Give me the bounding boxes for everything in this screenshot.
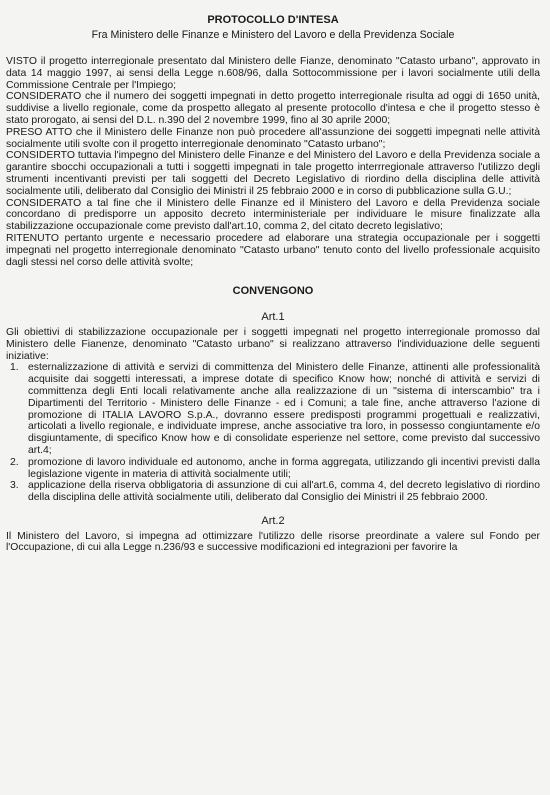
- premise-keyword: CONSIDERATO: [6, 91, 82, 103]
- premises-section: [6, 56, 540, 268]
- premise-text: pertanto urgente e necessario procedere ad elaborare una strategia occupazionale per i soggetti impegnati nel progetto interregionale denominato "Catasto urbano" tenuto conto del livello professionale acquisito dagli stessi nel corso delle attività svolte;: [6, 232, 540, 268]
- premise-text: il progetto interregionale presentato dal Ministero delle Fianze, denominato "Catasto urbano", approvato in data 14 maggio 1997, ai sensi della Legge n.608/96, dalla Sottocommissione per i lavori socialmente utili della Commissione Centrale per l'Impiego;: [6, 56, 540, 91]
- premise-text: che il Ministero delle Finanze non può procedere all'assunzione dei soggetti impegnati nelle attività socialmente utili svolte con il progetto interregionale denominato "Catasto urbano";: [6, 126, 541, 150]
- premise-paragraph: [6, 150, 540, 197]
- article-intro: Gli obiettivi di stabilizzazione occupazionale per i soggetti impegnati nel progetto interregionale promosso dal Ministero delle Fianenze, denominato "Catasto urbano" si realizzano attraverso l'individuazione delle seguenti iniziative:: [6, 326, 540, 362]
- premise-paragraph: [6, 127, 540, 151]
- premise-keyword: PRESO ATTO: [6, 126, 73, 138]
- premise-paragraph: [6, 91, 540, 126]
- premise-keyword: VISTO: [6, 56, 37, 67]
- premise-paragraph: [6, 198, 540, 233]
- list-item: [6, 457, 540, 481]
- article-1: [6, 312, 540, 504]
- document-title: PROTOCOLLO D'INTESA: [207, 14, 339, 26]
- article-body: Il Ministero del Lavoro, si impegna ad ottimizzare l'utilizzo delle risorse preordinate a valere sul Fondo per l'Occupazione, di cui alla Legge n.236/93 e successive modificazioni ed integrazioni per favorire la: [6, 530, 540, 554]
- premise-keyword: CONSIDERTO: [6, 150, 75, 162]
- premise-text: a tal fine che il Ministero delle Finanze ed il Ministero del Lavoro e della Previdenza sociale concordano di predisporre un apposito decreto interministeriale per individuare le misure finalizzate alla stabilizzazione occupazionale come previsto dall'art.10, comma 2, del citato decreto legislativo;: [6, 197, 540, 233]
- item-number: 3.: [10, 480, 19, 492]
- list-item: [6, 362, 540, 456]
- premise-keyword: RITENUTO: [6, 232, 59, 244]
- item-text: esternalizzazione di attività e servizi di committenza del Ministero delle Finanze, attinenti alle professionalità acquisite dai soggetti interessati, a imprese dotate di specifico Know how; nonché di attività e servizi di committenza degli Enti locali relativamente anche alla realizzazione di un "sistema di interscambio" tra i Dipartimenti del Territorio - Ministero delle Finanze - ed i Comuni; a tale fine, anche attraverso l'azione di promozione di ITALIA LAVORO S.p.A., dovranno essere predisposti programmi progettuali e realizzativi, articolati a livello regionale, e individuate imprese, anche associative tra loro, in possesso congiuntamente e/o disgiuntamente, di specifico Know how e di consolidate esperienze nel settore, come previsto dal successivo art.4;: [28, 362, 540, 456]
- premise-text: che il numero dei soggetti impegnati in detto progetto interregionale risulta ad oggi di 1650 unità, suddivise a livello regionale, come da prospetto allegato al presente protocollo d'intesa e che il progetto stesso è stato prorogato, ai sensi del D.L. n.390 del 2 novembre 1999, fino al 30 aprile 2000;: [6, 91, 540, 126]
- document-subtitle: Fra Ministero delle Finanze e Ministero del Lavoro e della Previdenza Sociale: [91, 29, 455, 41]
- premise-keyword: CONSIDERATO: [6, 197, 82, 209]
- list-item: [6, 480, 540, 504]
- article-heading: Art.2: [261, 514, 285, 527]
- article-2: [6, 516, 540, 554]
- item-number: 1.: [10, 362, 19, 374]
- item-text: promozione di lavoro individuale ed autonomo, anche in forma aggregata, utilizzando gli incentivi previsti dalla legislazione vigente in materia di attività socialmente utili;: [28, 456, 540, 480]
- item-text: applicazione della riserva obbligatoria di assunzione di cui all'art.6, comma 4, del decreto legislativo di riordino della disciplina delle attività socialmente utili, deliberato dal Consiglio dei Ministri il 25 febbraio 2000.: [28, 480, 540, 504]
- convengono-heading: CONVENGONO: [232, 285, 314, 298]
- item-number: 2.: [10, 456, 19, 468]
- article-item-list: [6, 362, 540, 504]
- premise-text: tuttavia l'impegno del Ministero delle Finanze e del Ministero del Lavoro e della Previdenza sociale a garantire sbocchi occupazionali a tutti i soggetti impegnati in tale progetto interrregionale attraverso l'utilizzo degli strumenti incentivanti previsti per tali soggetti del Decreto Legislativo di riordino della disciplina delle attività socialmente utili, deliberato dal Consiglio dei Ministri il 25 febbraio 2000 e in corso di pubblicazione sulla G.U.;: [6, 150, 540, 197]
- premise-paragraph: [6, 56, 540, 91]
- article-heading: Art.1: [261, 311, 285, 324]
- premise-paragraph: [6, 233, 540, 268]
